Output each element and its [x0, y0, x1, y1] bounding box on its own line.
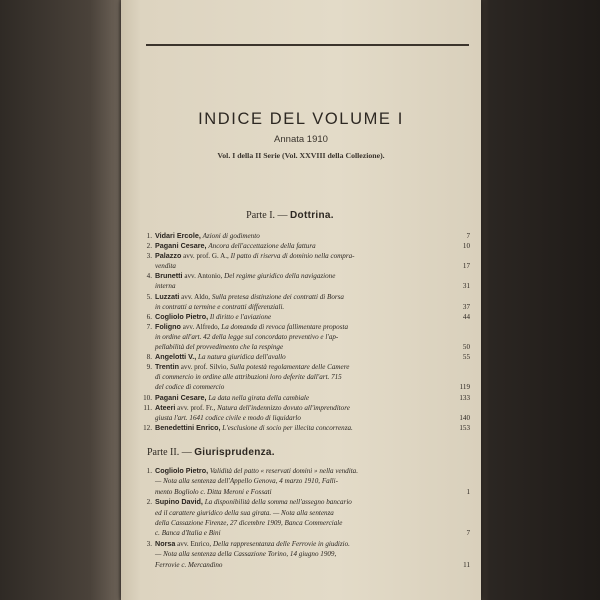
entry-title-continued: del codice di commercio — [155, 383, 225, 392]
entry-number: 2. — [146, 242, 152, 251]
page-number: 7 — [466, 529, 470, 538]
entry-title: La domanda di revoca fallimentare proposta — [221, 322, 348, 331]
volume-note: Vol. I della II Serie (Vol. XXVIII della Collezione). — [217, 151, 385, 160]
entry-title: Della rappresentanza delle Ferrovie in giudizio. — [212, 539, 350, 548]
dottrina-list — [143, 231, 470, 433]
entry-number: 3. — [146, 539, 152, 548]
entry-title: La natura giuridica dell'avallo — [198, 353, 286, 362]
entry-title: Il patto di riserva di dominio nella compra- — [230, 252, 355, 261]
index-entry — [143, 231, 470, 241]
entry-title-continued: — Nota alla sentenza dell'Appello Genova, 4 marzo 1910, Falli- — [155, 477, 338, 486]
index-entry — [143, 403, 470, 423]
page-number: 17 — [462, 262, 470, 271]
entry-title: Azioni di godimento — [202, 232, 260, 240]
entry-author-title: avv. Aldo, — [181, 292, 211, 301]
page-number: 10 — [462, 242, 470, 251]
index-entry — [143, 466, 470, 497]
entry-number: 1. — [146, 467, 152, 475]
entry-author-title: avv. prof. Silvio, — [180, 363, 229, 372]
entry-title: Natura dell'indennizzo dovuto all'imprenditore — [217, 403, 350, 412]
entry-title-continued: c. Banca d'Italia e Bini — [155, 529, 221, 538]
entry-number: 1. — [146, 232, 152, 240]
entry-number: 4. — [146, 272, 152, 281]
entry-author: Vidari Ercole, — [155, 231, 201, 240]
entry-title-continued: interna — [155, 282, 176, 291]
page-number: 11 — [463, 560, 470, 569]
entry-number: 12. — [143, 423, 152, 432]
section-prefix: Parte II. — — [147, 447, 195, 458]
page-number: 44 — [462, 312, 470, 321]
entry-title-continued: — Nota alla sentenza della Cassazione Torino, 14 giugno 1909, — [155, 550, 337, 559]
entry-title-continued: in ordine all'art. 42 della legge sul concordato preventivo e l'ap- — [155, 332, 339, 341]
entry-title: Validità del patto « reservati domini » nella vendita. — [209, 467, 358, 475]
section-name: Giurisprudenza. — [194, 447, 275, 458]
entry-author: Palazzo — [155, 251, 182, 261]
entry-title-continued: vendita — [155, 262, 176, 271]
entry-number: 2. — [146, 498, 152, 507]
entry-number: 3. — [146, 252, 152, 261]
entry-title-continued: ed il carattere giuridico della sua girata. — Nota alla sentenza — [155, 508, 334, 517]
index-entry — [143, 322, 470, 352]
index-entry — [143, 241, 470, 251]
entry-title-continued: in contratti a termine e contratti differenziali. — [155, 302, 285, 311]
entry-author: Supino David, — [155, 497, 203, 507]
entry-title-continued: giusta l'art. 1641 codice civile e modo di liquidarlo — [155, 413, 301, 422]
entry-title-continued: di commercio in ordine alle attribuzioni loro deferite dall'art. 715 — [155, 373, 342, 382]
entry-author-title: avv. Enrico, — [177, 539, 212, 548]
index-entry — [143, 362, 470, 392]
entry-author: Ateeri — [155, 402, 176, 412]
entry-author-title: avv. Alfredo, — [182, 322, 220, 331]
entry-author-title: avv. prof. Fr., — [177, 403, 216, 412]
entry-author: Luzzati — [155, 291, 180, 301]
giurisprudenza-list — [143, 466, 470, 570]
entry-author: Norsa — [155, 538, 176, 548]
section-prefix: Parte I. — — [246, 210, 291, 221]
page-number: 119 — [459, 383, 470, 392]
entry-author: Cogliolo Pietro, — [155, 311, 209, 321]
section-heading-dottrina — [111, 210, 469, 221]
index-entry — [143, 539, 470, 570]
entry-author: Benedettini Enrico, — [155, 422, 221, 432]
entry-title-continued: mento Bogliolo c. Ditta Meroni e Fossati — [155, 487, 272, 496]
entry-title: Del regime giuridico della navigazione — [224, 272, 336, 281]
entry-title: Il diritto e l'aviazione — [209, 312, 272, 321]
book-page — [121, 0, 481, 600]
entry-title-continued: Ferrovie c. Mercandino — [155, 560, 223, 569]
year-subtitle: Annata 1910 — [274, 134, 328, 145]
section-name: Dottrina. — [290, 210, 334, 221]
index-entry — [143, 497, 470, 539]
entry-title-continued: della Cassazione Firenze, 27 dicembre 1909, Banca Commerciale — [155, 519, 343, 528]
index-entry — [143, 251, 470, 271]
entry-author: Cogliolo Pietro, — [155, 466, 209, 475]
entry-author-title: avv. prof. G. A., — [183, 252, 229, 261]
index-entry — [143, 271, 470, 291]
page-number: 140 — [459, 413, 470, 422]
entry-number: 8. — [146, 353, 152, 362]
entry-title: La data nella girata della cambiale — [208, 393, 310, 402]
entry-number: 6. — [146, 312, 152, 321]
page-title: INDICE DEL VOLUME I — [198, 110, 404, 128]
page-number: 37 — [462, 302, 470, 311]
entry-number: 5. — [146, 292, 152, 301]
entry-author: Angelotti V., — [155, 352, 197, 362]
index-entry — [143, 393, 470, 403]
entry-number: 11. — [143, 403, 152, 412]
page-number: 7 — [466, 232, 470, 240]
page-number: 133 — [459, 393, 470, 402]
entry-author: Pagani Cesare, — [155, 241, 207, 251]
page-number: 55 — [462, 353, 470, 362]
index-entry — [143, 423, 470, 433]
entry-author: Brunetti — [155, 271, 183, 281]
entry-number: 9. — [146, 363, 152, 372]
section-heading-giurisprudenza — [147, 447, 275, 458]
entry-number: 10. — [143, 393, 152, 402]
index-entry — [143, 312, 470, 322]
entry-title: La disponibilità della somma nell'assegno bancario — [204, 498, 352, 507]
header-rule — [146, 44, 469, 46]
entry-title: L'esclusione di socio per illecita concorrenza. — [222, 423, 353, 432]
index-entry — [143, 352, 470, 362]
entry-number: 7. — [146, 322, 152, 331]
entry-author: Pagani Cesare, — [155, 392, 207, 402]
page-number: 153 — [459, 423, 470, 432]
entry-title: Sulla pretesa distinzione dei contratti di Borsa — [211, 292, 344, 301]
entry-title: Sulla potestà regolamentare delle Camere — [229, 363, 350, 372]
entry-author: Trentin — [155, 362, 179, 372]
entry-title-continued: pellabilità del provvedimento che la respinge — [155, 343, 284, 352]
page-number: 31 — [462, 282, 470, 291]
index-entry — [143, 292, 470, 312]
entry-title: Ancora dell'accettazione della fattura — [208, 242, 316, 251]
entry-author: Foligno — [155, 321, 181, 331]
page-number: 1 — [466, 487, 470, 496]
entry-author-title: avv. Antonio, — [184, 272, 223, 281]
page-number: 50 — [462, 343, 470, 352]
